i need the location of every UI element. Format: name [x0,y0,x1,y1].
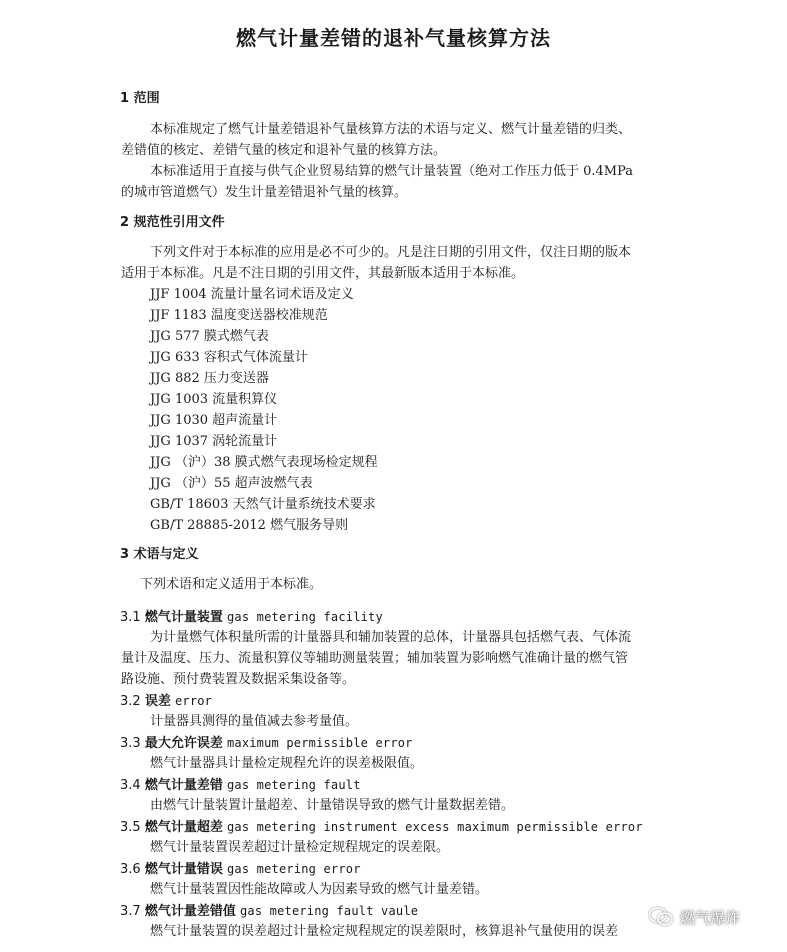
term-english: maximum permissible error [226,736,413,750]
reference-item: GB/T 18603 天然气计量系统技术要求 [150,497,376,512]
section-3-heading: 3 术语与定义 [120,547,199,562]
wechat-bubble-icon [648,906,674,928]
term-name: 燃气计量错误 [144,862,223,877]
term-definition: 燃气计量装置因性能故障或人为因素导致的燃气计量差错。 [150,882,489,897]
term-number: 3.6 [120,862,141,877]
document-title: 燃气计量差错的退补气量核算方法 [236,26,551,50]
section-1-heading: 1 范围 [120,91,160,106]
reference-item: JJG 633 容积式气体流量计 [150,350,308,365]
term-heading [120,609,383,626]
term-definition: 计量器具测得的量值减去参考量值。 [150,714,359,729]
term-definition: 路设施、预付费装置及数据采集设备等。 [121,672,356,687]
term-definition: 燃气计量装置的误差超过计量检定规程规定的误差限时，核算退补气量使用的误差 [150,924,619,939]
term-name: 燃气计量差错值 [144,904,236,919]
term-number: 3.5 [120,820,141,835]
term-name: 误差 [144,694,171,709]
term-number: 3.7 [120,904,141,919]
section-2-line: 下列文件对于本标准的应用是必不可少的。凡是注日期的引用文件，仅注日期的版本 [150,245,632,260]
section-2-line: 适用于本标准。凡是不注日期的引用文件，其最新版本适用于本标准。 [121,266,525,281]
term-english: gas metering error [226,862,361,876]
term-heading [120,693,212,710]
term-name: 最大允许误差 [144,736,223,751]
section-1-line: 本标准适用于直接与供气企业贸易结算的燃气计量装置（绝对工作压力低于 0.4MPa [150,164,634,179]
term-definition: 燃气计量装置误差超过计量检定规程规定的误差限。 [150,840,450,855]
reference-item: JJG 1003 流量积算仪 [150,392,278,407]
term-definition: 量计及温度、压力、流量积算仪等辅助测量装置；辅加装置为影响燃气准确计量的燃气管 [121,651,629,666]
term-number: 3.2 [120,694,141,709]
watermark [648,903,740,931]
watermark-text: 燃气爆炸 [680,908,741,927]
reference-item: JJG （沪）38 膜式燃气表现场检定规程 [150,455,378,470]
term-heading [120,735,413,752]
reference-item: JJF 1004 流量计量名词术语及定义 [150,287,354,302]
term-number: 3.3 [120,736,141,751]
term-name: 燃气计量装置 [144,610,223,625]
reference-item: JJG 882 压力变送器 [150,371,269,386]
reference-item: JJF 1183 温度变送器校准规范 [150,308,328,323]
term-name: 燃气计量差错 [144,778,223,793]
reference-item: JJG 1030 超声流量计 [150,413,278,428]
section-1-line: 本标准规定了燃气计量差错退补气量核算方法的术语与定义、燃气计量差错的归类、 [150,122,632,137]
section-3-intro: 下列术语和定义适用于本标准。 [140,577,323,592]
term-definition: 燃气计量器具计量检定规程允许的误差极限值。 [150,756,424,771]
term-english: gas metering instrument excess maximum permissible error [226,820,643,834]
term-name: 燃气计量超差 [144,820,223,835]
term-english: gas metering facility [226,610,383,624]
reference-item: GB/T 28885-2012 燃气服务导则 [150,518,349,533]
term-heading [120,819,643,836]
section-1-line: 差错值的核定、差错气量的核定和退补气量的核算方法。 [121,143,447,158]
term-number: 3.4 [120,778,141,793]
reference-item: JJG （沪）55 超声波燃气表 [150,476,313,491]
term-heading [120,861,361,878]
term-english: gas metering fault [226,778,361,792]
term-heading [120,903,418,920]
section-1-line: 的城市管道燃气）发生计量差错退补气量的核算。 [121,185,408,200]
reference-item: JJG 1037 涡轮流量计 [150,434,278,449]
term-definition: 为计量燃气体积量所需的计量器具和辅加装置的总体，计量器具包括燃气表、气体流 [150,630,632,645]
term-heading [120,777,361,794]
term-english: error [174,694,213,708]
term-english: gas metering fault vaule [239,904,419,918]
term-definition: 由燃气计量装置计量超差、计量错误导致的燃气计量数据差错。 [150,798,515,813]
reference-item: JJG 577 膜式燃气表 [150,329,269,344]
term-number: 3.1 [120,610,141,625]
section-2-heading: 2 规范性引用文件 [120,215,225,230]
